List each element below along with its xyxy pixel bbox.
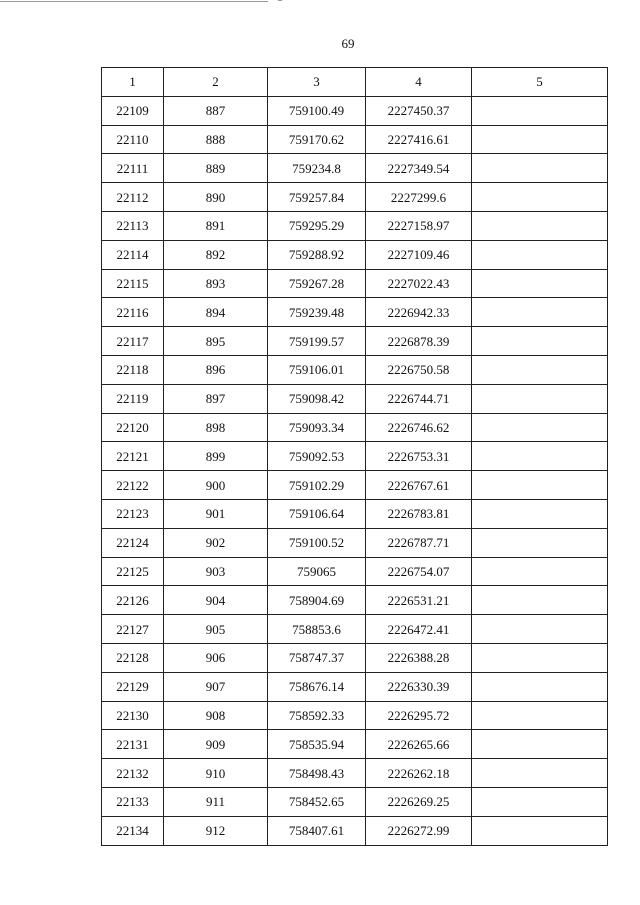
note-cell xyxy=(472,643,608,672)
table-row xyxy=(102,730,608,759)
y-coordinate-cell: 2227299.6 xyxy=(366,183,472,212)
x-coordinate-cell: 759239.48 xyxy=(268,298,366,327)
point-number-cell: 895 xyxy=(164,327,268,356)
y-coordinate-cell: 2227416.61 xyxy=(366,125,472,154)
note-cell xyxy=(472,615,608,644)
table-row xyxy=(102,240,608,269)
point-number-cell: 901 xyxy=(164,499,268,528)
note-cell xyxy=(472,442,608,471)
table-row xyxy=(102,701,608,730)
x-coordinate-cell: 758853.6 xyxy=(268,615,366,644)
x-coordinate-cell: 759106.01 xyxy=(268,355,366,384)
x-coordinate-cell: 758592.33 xyxy=(268,701,366,730)
x-coordinate-cell: 759295.29 xyxy=(268,211,366,240)
y-coordinate-cell: 2227109.46 xyxy=(366,240,472,269)
x-coordinate-cell: 758676.14 xyxy=(268,672,366,701)
point-id-cell: 22128 xyxy=(102,643,164,672)
y-coordinate-cell: 2226269.25 xyxy=(366,787,472,816)
point-id-cell: 22116 xyxy=(102,298,164,327)
x-coordinate-cell: 759234.8 xyxy=(268,154,366,183)
point-id-cell: 22115 xyxy=(102,269,164,298)
table-row xyxy=(102,298,608,327)
point-number-cell: 890 xyxy=(164,183,268,212)
y-coordinate-cell: 2226878.39 xyxy=(366,327,472,356)
note-cell xyxy=(472,787,608,816)
point-number-cell: 891 xyxy=(164,211,268,240)
y-coordinate-cell: 2226330.39 xyxy=(366,672,472,701)
x-coordinate-cell: 759267.28 xyxy=(268,269,366,298)
table-row xyxy=(102,586,608,615)
point-number-cell: 897 xyxy=(164,384,268,413)
x-coordinate-cell: 758747.37 xyxy=(268,643,366,672)
point-id-cell: 22111 xyxy=(102,154,164,183)
point-number-cell: 898 xyxy=(164,413,268,442)
x-coordinate-cell: 758535.94 xyxy=(268,730,366,759)
x-coordinate-cell: 759093.34 xyxy=(268,413,366,442)
y-coordinate-cell: 2226787.71 xyxy=(366,528,472,557)
x-coordinate-cell: 758407.61 xyxy=(268,816,366,845)
top-rule-mark xyxy=(278,0,282,1)
point-id-cell: 22134 xyxy=(102,816,164,845)
note-cell xyxy=(472,298,608,327)
y-coordinate-cell: 2226472.41 xyxy=(366,615,472,644)
note-cell xyxy=(472,672,608,701)
x-coordinate-cell: 758904.69 xyxy=(268,586,366,615)
x-coordinate-cell: 759170.62 xyxy=(268,125,366,154)
header-cell-1: 1 xyxy=(102,68,164,97)
point-id-cell: 22125 xyxy=(102,557,164,586)
header-cell-4: 4 xyxy=(366,68,472,97)
point-number-cell: 893 xyxy=(164,269,268,298)
x-coordinate-cell: 759106.64 xyxy=(268,499,366,528)
note-cell xyxy=(472,413,608,442)
note-cell xyxy=(472,586,608,615)
note-cell xyxy=(472,557,608,586)
point-number-cell: 887 xyxy=(164,96,268,125)
x-coordinate-cell: 759098.42 xyxy=(268,384,366,413)
point-number-cell: 906 xyxy=(164,643,268,672)
point-number-cell: 896 xyxy=(164,355,268,384)
point-id-cell: 22113 xyxy=(102,211,164,240)
point-id-cell: 22112 xyxy=(102,183,164,212)
note-cell xyxy=(472,96,608,125)
note-cell xyxy=(472,154,608,183)
table-row xyxy=(102,355,608,384)
table-body xyxy=(102,96,608,845)
note-cell xyxy=(472,355,608,384)
x-coordinate-cell: 759102.29 xyxy=(268,471,366,500)
point-number-cell: 910 xyxy=(164,759,268,788)
table-row xyxy=(102,499,608,528)
table-row xyxy=(102,615,608,644)
note-cell xyxy=(472,269,608,298)
point-id-cell: 22132 xyxy=(102,759,164,788)
y-coordinate-cell: 2227450.37 xyxy=(366,96,472,125)
point-id-cell: 22122 xyxy=(102,471,164,500)
y-coordinate-cell: 2226754.07 xyxy=(366,557,472,586)
point-number-cell: 888 xyxy=(164,125,268,154)
point-number-cell: 903 xyxy=(164,557,268,586)
table-row xyxy=(102,643,608,672)
note-cell xyxy=(472,730,608,759)
point-id-cell: 22109 xyxy=(102,96,164,125)
x-coordinate-cell: 759100.49 xyxy=(268,96,366,125)
x-coordinate-cell: 759257.84 xyxy=(268,183,366,212)
point-number-cell: 904 xyxy=(164,586,268,615)
point-id-cell: 22114 xyxy=(102,240,164,269)
point-id-cell: 22130 xyxy=(102,701,164,730)
header-row xyxy=(102,68,608,97)
point-number-cell: 902 xyxy=(164,528,268,557)
point-id-cell: 22110 xyxy=(102,125,164,154)
point-number-cell: 900 xyxy=(164,471,268,500)
point-id-cell: 22117 xyxy=(102,327,164,356)
header-cell-3: 3 xyxy=(268,68,366,97)
table-row xyxy=(102,816,608,845)
point-number-cell: 911 xyxy=(164,787,268,816)
note-cell xyxy=(472,528,608,557)
table-row xyxy=(102,384,608,413)
note-cell xyxy=(472,384,608,413)
note-cell xyxy=(472,701,608,730)
y-coordinate-cell: 2226388.28 xyxy=(366,643,472,672)
point-id-cell: 22131 xyxy=(102,730,164,759)
y-coordinate-cell: 2226750.58 xyxy=(366,355,472,384)
top-rule xyxy=(0,1,268,2)
point-id-cell: 22127 xyxy=(102,615,164,644)
page-number: 69 xyxy=(341,36,355,51)
header-cell-5: 5 xyxy=(472,68,608,97)
point-id-cell: 22124 xyxy=(102,528,164,557)
point-number-cell: 907 xyxy=(164,672,268,701)
y-coordinate-cell: 2226783.81 xyxy=(366,499,472,528)
point-id-cell: 22121 xyxy=(102,442,164,471)
note-cell xyxy=(472,125,608,154)
table-row xyxy=(102,672,608,701)
header-cell-2: 2 xyxy=(164,68,268,97)
y-coordinate-cell: 2226744.71 xyxy=(366,384,472,413)
table-row xyxy=(102,211,608,240)
point-number-cell: 912 xyxy=(164,816,268,845)
point-number-cell: 899 xyxy=(164,442,268,471)
table-row xyxy=(102,787,608,816)
note-cell xyxy=(472,499,608,528)
table-row xyxy=(102,327,608,356)
y-coordinate-cell: 2227349.54 xyxy=(366,154,472,183)
x-coordinate-cell: 758452.65 xyxy=(268,787,366,816)
table-row xyxy=(102,442,608,471)
x-coordinate-cell: 759100.52 xyxy=(268,528,366,557)
x-coordinate-cell: 759288.92 xyxy=(268,240,366,269)
y-coordinate-cell: 2226262.18 xyxy=(366,759,472,788)
table-row xyxy=(102,528,608,557)
note-cell xyxy=(472,816,608,845)
table-row xyxy=(102,471,608,500)
y-coordinate-cell: 2227158.97 xyxy=(366,211,472,240)
point-id-cell: 22126 xyxy=(102,586,164,615)
point-id-cell: 22119 xyxy=(102,384,164,413)
point-number-cell: 892 xyxy=(164,240,268,269)
table-row xyxy=(102,759,608,788)
point-number-cell: 909 xyxy=(164,730,268,759)
x-coordinate-cell: 758498.43 xyxy=(268,759,366,788)
x-coordinate-cell: 759092.53 xyxy=(268,442,366,471)
table-header xyxy=(102,68,608,97)
y-coordinate-cell: 2226767.61 xyxy=(366,471,472,500)
y-coordinate-cell: 2226295.72 xyxy=(366,701,472,730)
point-number-cell: 889 xyxy=(164,154,268,183)
y-coordinate-cell: 2227022.43 xyxy=(366,269,472,298)
table-row xyxy=(102,154,608,183)
x-coordinate-cell: 759199.57 xyxy=(268,327,366,356)
note-cell xyxy=(472,471,608,500)
table-row xyxy=(102,183,608,212)
point-number-cell: 905 xyxy=(164,615,268,644)
point-id-cell: 22129 xyxy=(102,672,164,701)
table-row xyxy=(102,269,608,298)
note-cell xyxy=(472,240,608,269)
y-coordinate-cell: 2226272.99 xyxy=(366,816,472,845)
note-cell xyxy=(472,183,608,212)
y-coordinate-cell: 2226753.31 xyxy=(366,442,472,471)
table-row xyxy=(102,125,608,154)
y-coordinate-cell: 2226265.66 xyxy=(366,730,472,759)
point-id-cell: 22123 xyxy=(102,499,164,528)
x-coordinate-cell: 759065 xyxy=(268,557,366,586)
point-id-cell: 22118 xyxy=(102,355,164,384)
y-coordinate-cell: 2226746.62 xyxy=(366,413,472,442)
point-id-cell: 22120 xyxy=(102,413,164,442)
point-number-cell: 908 xyxy=(164,701,268,730)
note-cell xyxy=(472,759,608,788)
note-cell xyxy=(472,211,608,240)
table-row xyxy=(102,413,608,442)
y-coordinate-cell: 2226531.21 xyxy=(366,586,472,615)
table-row xyxy=(102,557,608,586)
table-row xyxy=(102,96,608,125)
point-number-cell: 894 xyxy=(164,298,268,327)
coordinates-table xyxy=(101,67,608,846)
point-id-cell: 22133 xyxy=(102,787,164,816)
y-coordinate-cell: 2226942.33 xyxy=(366,298,472,327)
note-cell xyxy=(472,327,608,356)
